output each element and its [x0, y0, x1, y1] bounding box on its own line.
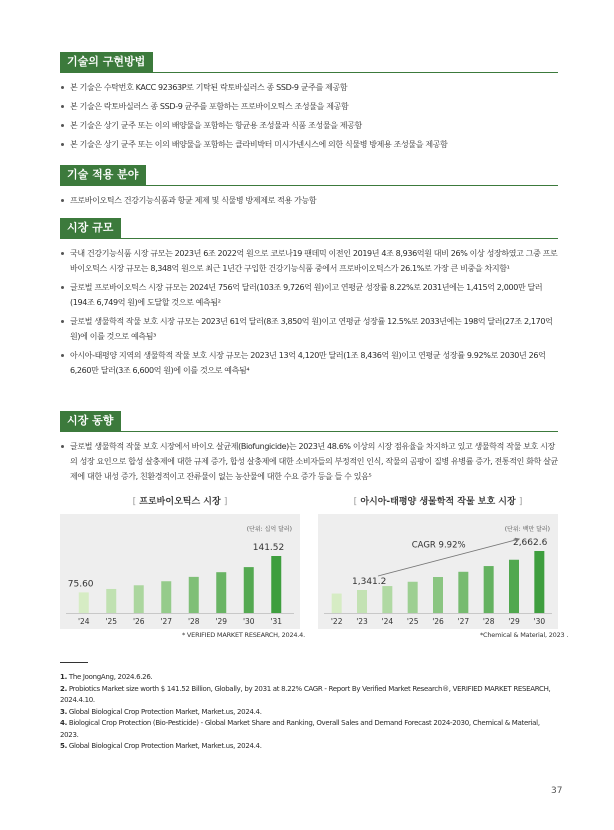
bullet-item: 본 기술은 수탁번호 KACC 92363P로 기탁된 락토바실러스 종 SSD-9 균주를 제공함	[60, 80, 558, 95]
x-tick-label: '24	[77, 617, 90, 626]
cagr-label: CAGR 9.92%	[411, 540, 466, 551]
x-tick-label: '30	[533, 617, 546, 626]
x-tick-label: '31	[270, 617, 283, 626]
chart-svg	[60, 514, 300, 629]
chart-bar	[106, 589, 116, 613]
x-tick-label: '23	[356, 617, 368, 626]
section-implementation	[60, 50, 558, 156]
probiotics-market-chart	[60, 495, 300, 629]
footnote-item: 2. Probiotics Market size worth $ 141.52 Billion, Globally, by 2031 at 8.22% CAGR - Report By Verified Market Research®, VERIFIED MARKET RESEARCH, 2024.4.10.	[60, 684, 551, 704]
footnotes	[60, 672, 560, 753]
footnote-item: 4. Biological Crop Protection (Bio-Pesticide) - Global Market Share and Ranking, Overall Sales and Demand Forecast 2024-2030, Chemical & Material, 2023.	[60, 719, 540, 739]
chart-bar	[509, 560, 519, 613]
chart-area	[60, 514, 300, 629]
section-title: 기술 적용 분야	[60, 165, 146, 185]
section-divider	[60, 185, 558, 186]
chart-bar	[433, 577, 443, 613]
bullet-item: 아시아-태평양 지역의 생물학적 작물 보호 시장 규모는 2023년 13억 4,120만 달러(1조 8,436억 원)이고 연평균 성장률 9.92%로 2030년 26억 6,260만 달러(3조 6,600억 원)에 이를 것으로 예측됨⁴	[60, 348, 558, 378]
chart-bar	[357, 590, 367, 613]
chart-bar	[534, 551, 544, 613]
footnote-item: 5. Global Biological Crop Protection Market, Market.us, 2024.4.	[60, 742, 262, 750]
bullet-item: 국내 건강기능식품 시장 규모는 2023년 6조 2022억 원으로 코로나19 팬데믹 이전인 2019년 4조 8,936억원 대비 26% 이상 성장하였고 그중 프로바이오틱스 시장 규모는 8,348억 원으로 최근 1년간 구입한 건강기능식품 중에서 프로바이오틱스가 26.1%로 가장 큰 비중을 차지함¹	[60, 246, 558, 276]
chart-bar	[79, 592, 89, 613]
x-tick-label: '24	[381, 617, 394, 626]
section-application	[60, 163, 558, 212]
x-tick-label: '22	[330, 617, 343, 626]
page-number: 37	[551, 786, 563, 796]
footnote-item: 1. The JoongAng, 2024.6.26.	[60, 673, 153, 681]
bullet-list	[60, 193, 558, 208]
chart-svg	[318, 514, 558, 629]
bullet-item: 프로바이오틱스 건강기능식품과 항균 제제 및 식물병 방제제로 적용 가능함	[60, 193, 558, 208]
x-tick-label: '30	[242, 617, 255, 626]
chart-unit-label: (단위: 십억 달러)	[246, 526, 292, 533]
section-market-size	[60, 216, 558, 382]
chart-bar	[408, 582, 418, 613]
chart-bar	[271, 556, 281, 613]
x-tick-label: '26	[432, 617, 444, 626]
section-market-trend	[60, 409, 558, 488]
chart-bar	[134, 585, 144, 613]
chart-area	[318, 514, 558, 629]
bullet-list	[60, 80, 558, 152]
chart-bar	[216, 572, 226, 613]
chart-bar	[382, 586, 392, 613]
x-tick-label: '27	[457, 617, 470, 626]
x-tick-label: '25	[105, 617, 118, 626]
bullet-item: 본 기술은 상기 균주 또는 이의 배양물을 포함하는 클라비박터 미시가넨시스에 의한 식물병 방제용 조성물을 제공함	[60, 137, 558, 152]
apac-crop-protection-chart	[318, 495, 558, 629]
x-tick-label: '28	[482, 617, 495, 626]
x-tick-label: '29	[508, 617, 520, 626]
bullet-item: 글로벌 프로바이오틱스 시장 규모는 2024년 756억 달러(103조 9,726억 원)이고 연평균 성장률 8.22%로 2031년에는 1,415억 2,000만 달러(194조 6,749억 원)에 도달할 것으로 예측됨²	[60, 280, 558, 310]
chart-bar	[458, 572, 468, 613]
bullet-item: 글로벌 생물학적 작물 보호 시장 규모는 2023년 61억 달러(8조 3,850억 원)이고 연평균 성장률 12.5%로 2033년에는 198억 달러(27조 2,170억 원)에 이를 것으로 예측됨³	[60, 314, 558, 344]
section-title: 시장 동향	[60, 411, 121, 431]
chart-bar	[189, 577, 199, 613]
chart-bar	[161, 581, 171, 613]
chart-title: [ 프로바이오틱스 시장 ]	[132, 497, 228, 507]
chart-bar	[332, 594, 342, 613]
chart-source: * VERIFIED MARKET RESEARCH, 2024.4.	[182, 631, 305, 639]
bullet-item: 본 기술은 상기 균주 또는 이의 배양물을 포함하는 항균용 조성물과 식품 조성물을 제공함	[60, 118, 558, 133]
section-title: 시장 규모	[60, 218, 121, 238]
data-label-last: 141.52	[252, 543, 285, 553]
footnote-divider	[60, 662, 88, 663]
bullet-list	[60, 246, 558, 378]
section-title: 기술의 구현방법	[60, 52, 153, 72]
x-tick-label: '27	[160, 617, 173, 626]
x-tick-label: '25	[406, 617, 419, 626]
chart-source: *Chemical & Material, 2023 .	[480, 631, 569, 639]
data-label-first: 75.60	[67, 579, 94, 590]
bullet-item: 본 기술은 락토바실러스 종 SSD-9 균주를 포함하는 프로바이오틱스 조성물을 제공함	[60, 99, 558, 114]
section-divider	[60, 238, 558, 239]
chart-bar	[484, 566, 494, 613]
bullet-list	[60, 439, 558, 484]
data-label-start: 1,341.2	[352, 576, 387, 587]
footnote-item: 3. Global Biological Crop Protection Market, Market.us, 2024.4.	[60, 707, 262, 716]
chart-bar	[244, 567, 254, 613]
data-label-last: 2,662.6	[512, 538, 548, 548]
chart-unit-label: (단위: 백만 달러)	[504, 526, 550, 533]
chart-title: [ 아시아-태평양 생물학적 작물 보호 시장 ]	[353, 497, 523, 507]
x-tick-label: '29	[215, 617, 228, 626]
section-divider	[60, 431, 558, 432]
section-divider	[60, 72, 558, 73]
bullet-item: 글로벌 생물학적 작물 보호 시장에서 바이오 살균제(Biofungicide)는 2023년 48.6% 이상의 시장 점유율을 차지하고 있고 생물학적 작물 보호 시장의 성장 요인으로 합성 살충제에 대한 규제 증가, 합성 살충제에 대한 소비자들의 부정적인 인식, 작물의 곰팡이 질병 유병률 증가, 전통적인 화학 살균제에 대한 내성 증가, 친환경적이고 잔류물이 없는 농산물에 대한 수요 증가 등을 들 수 있음⁵	[60, 439, 558, 484]
x-tick-label: '28	[187, 617, 200, 626]
x-tick-label: '26	[132, 617, 145, 626]
